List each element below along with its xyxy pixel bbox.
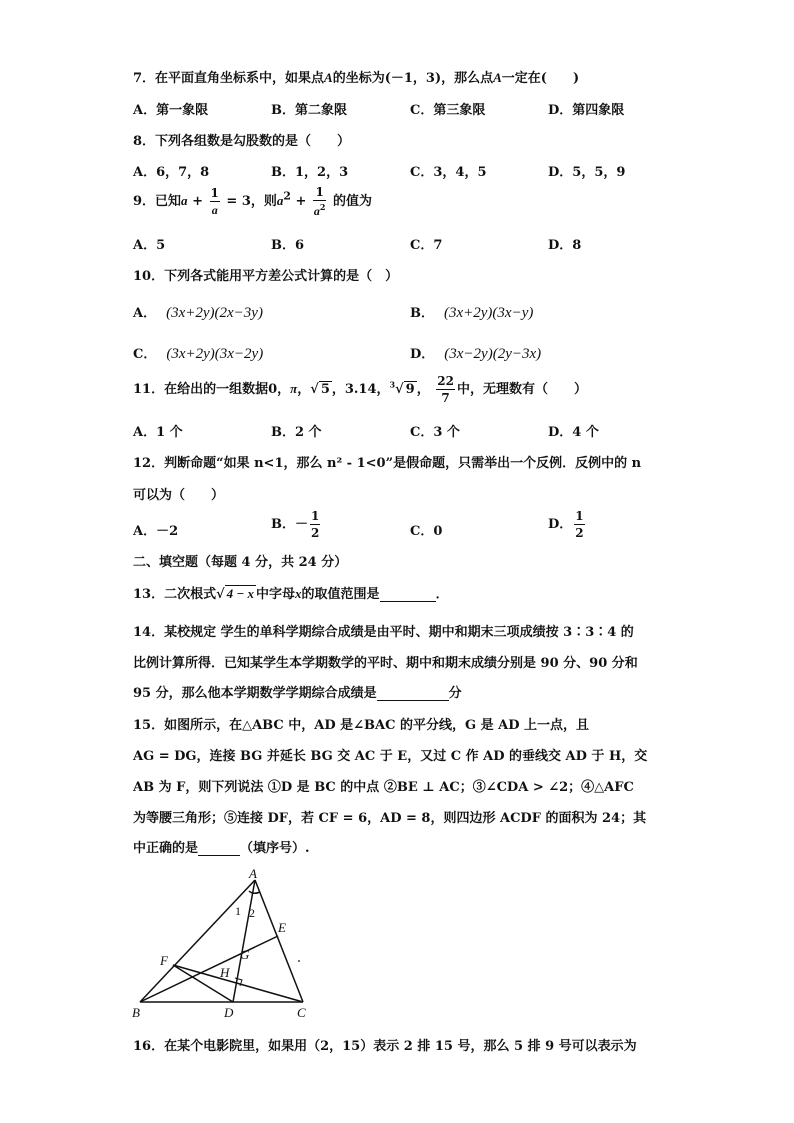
q9-frac-1-over-a2: $\frac{1}{a^2}$ (313, 185, 326, 218)
q15-line3: AB 为 F，则下列说法 ①D 是 BC 的中点 ②BE ⊥ AC；③∠CDA > ∠2；④△AFC (133, 780, 634, 795)
q16-line1: 16．在某个电影院里，如果用（2，15）表示 2 排 15 号，那么 5 排 9 号可以表示为 (133, 1039, 637, 1054)
q9-option-b[interactable]: B．6 (271, 238, 305, 253)
label-e: E (278, 920, 286, 935)
q14-line3: 95 分，那么他本学期数学学期综合成绩是 分 (133, 686, 462, 701)
label-g: G (240, 947, 250, 962)
q8-option-b[interactable]: B．1，2，3 (271, 165, 349, 180)
q9-option-c[interactable]: C．7 (410, 238, 443, 253)
q15-line1: 15．如图所示，在△ABC 中，AD 是∠BAC 的平分线，G 是 AD 上一点，且 (133, 718, 590, 733)
q9-option-a[interactable]: A．5 (133, 238, 166, 253)
q8-option-c[interactable]: C．3，4，5 (410, 165, 487, 180)
q11-option-a[interactable]: A．1 个 (133, 425, 183, 440)
q14-answer-blank[interactable] (377, 700, 449, 701)
q11-option-c[interactable]: C．3 个 (410, 425, 460, 440)
q11-option-d[interactable]: D．4 个 (548, 425, 599, 440)
label-d: D (224, 1005, 234, 1020)
q7-option-c[interactable]: C．第三象限 (410, 103, 486, 118)
q9-stem: 9．已知a + $\frac{1}{a}$ = 3，则$a^2$ + $\frac{1}{a^2}$ 的值为 (133, 185, 373, 218)
label-h: H (220, 965, 230, 980)
q7-option-b[interactable]: B．第二象限 (271, 103, 347, 118)
q15-line5: 中正确的是 （填序号）. (133, 841, 310, 856)
q15-line2: AG = DG，连接 BG 并延长 BG 交 AC 于 E，又过 C 作 AD 的垂线交 AD 于 H，交 (133, 749, 648, 764)
q14-line2: 比例计算所得．已知某学生本学期数学的平时、期中和期末成绩分别是 90 分、90 分和 (133, 656, 638, 671)
q12-stem-line2: 可以为（ ） (133, 488, 225, 503)
segment-be (140, 936, 278, 1002)
point-a-var: A (324, 70, 333, 85)
q11-option-b[interactable]: B．2 个 (271, 425, 322, 440)
angle-1-label: 1 (235, 904, 241, 918)
q12-option-b[interactable]: B．－ $\frac{1}{2}$ (271, 509, 320, 540)
q9-frac-1-over-a: $\frac{1}{a}$ (210, 186, 219, 217)
label-a: A (249, 866, 257, 881)
angle-arc (249, 891, 260, 893)
q10-option-d[interactable]: D． (3x−2y)(2y−3x) (410, 346, 542, 362)
q10-stem: 10．下列各式能用平方差公式计算的是（ ） (133, 269, 399, 284)
q10-option-c[interactable]: C． (3x+2y)(3x−2y) (133, 346, 264, 362)
q11-stem: 11．在给出的一组数据0，π，√ 5 ，3.14，$^3$√ 9 ， $\frac{22}{7}$ 中，无理数有（ ） (133, 374, 587, 405)
angle-2-label: 2 (249, 906, 255, 920)
q8-stem: 8．下列各组数是勾股数的是（ ） (133, 134, 351, 149)
label-c: C (297, 1005, 306, 1020)
q10-option-a[interactable]: A． (3x+2y)(2x−3y) (133, 305, 263, 321)
q11-frac-22-7: $\frac{22}{7}$ (437, 374, 454, 405)
label-f: F (160, 953, 168, 968)
q7-option-d[interactable]: D．第四象限 (548, 103, 625, 118)
q8-option-a[interactable]: A．6，7，8 (133, 165, 210, 180)
q12-option-a[interactable]: A．－2 (133, 524, 179, 539)
q15-line4: 为等腰三角形；⑤连接 DF，若 CF = 6，AD = 8，则四边形 ACDF 的面积为 24；其 (133, 811, 647, 826)
q13-answer-blank[interactable] (380, 601, 436, 602)
q12-stem-line1: 12．判断命题“如果 n<1，那么 n² - 1<0”是假命题，只需举出一个反例．反例中的 n (133, 456, 642, 471)
q14-line1: 14．某校规定 学生的单科学期综合成绩是由平时、期中和期末三项成绩按 3∶3∶4 的 (133, 625, 634, 640)
q10-option-b[interactable]: B． (3x+2y)(3x−y) (410, 305, 534, 321)
q9-option-d[interactable]: D．8 (548, 238, 582, 253)
segment-ac (255, 880, 303, 1002)
q8-option-d[interactable]: D．5，5，9 (548, 165, 626, 180)
q12-option-c[interactable]: C．0 (410, 524, 443, 539)
section-heading-fill-in: 二、填空题（每题 4 分，共 24 分） (133, 555, 348, 570)
q7-option-a[interactable]: A．第一象限 (133, 103, 209, 118)
q15-answer-blank[interactable] (198, 855, 240, 856)
triangle-abc-figure (128, 865, 328, 1025)
label-b: B (132, 1005, 140, 1020)
q12-option-d[interactable]: D． $\frac{1}{2}$ (548, 509, 584, 540)
q7-stem: 7．在平面直角坐标系中，如果点A的坐标为(－1，3)，那么点A一定在( ) (133, 70, 580, 86)
q13-stem: 13．二次根式√ 4 − x 中字母x的取值范围是 ． (133, 586, 449, 602)
